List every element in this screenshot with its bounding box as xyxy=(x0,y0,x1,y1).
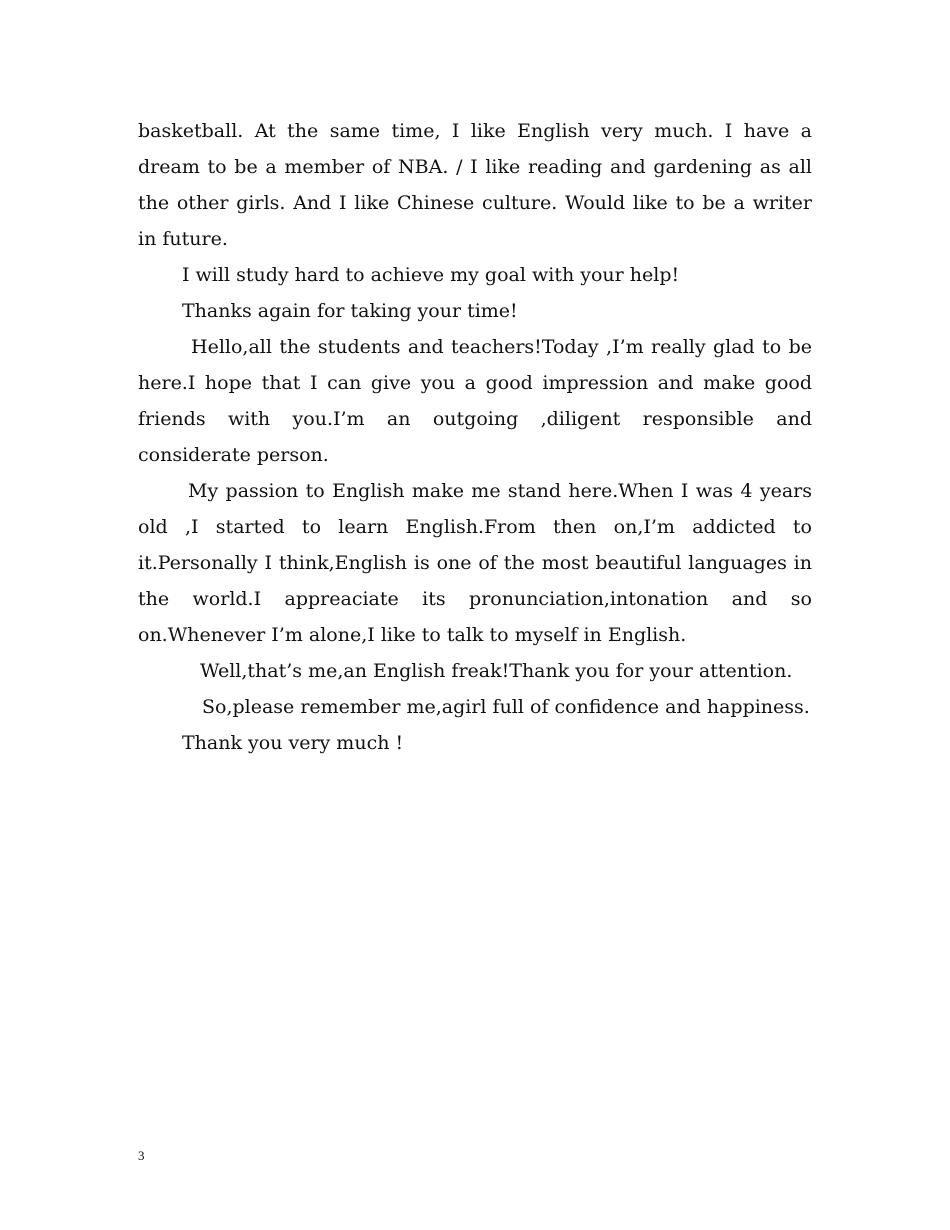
paragraph-study-goal: I will study hard to achieve my goal with your help! xyxy=(182,264,680,286)
body-text xyxy=(138,113,812,761)
paragraph-greeting: Hello,all the students and teachers!Today ,I’m really glad to be here.I hope that I can give you a good impression and make good friends with you.I’m an outgoing ,diligent responsible and considerate person. xyxy=(138,336,812,466)
paragraph-english-freak: Well,that’s me,an English freak!Thank you for your attention. xyxy=(200,660,793,682)
paragraph-interests: basketball. At the same time, I like English very much. I have a dream to be a member of NBA. / I like reading and gardening as all the other girls. And I like Chinese culture. Would like to be a writer in future. xyxy=(138,120,812,250)
page-number: 3 xyxy=(138,1148,145,1163)
paragraph-remember-me: So,please remember me,agirl full of confidence and happiness. xyxy=(202,696,810,718)
paragraph-passion: My passion to English make me stand here.When I was 4 years old ,I started to learn English.From then on,I’m addicted to it.Personally I think,English is one of the most beautiful languages in the world.I appreaciate its pronunciation,intonation and so on.Whenever I’m alone,I like to talk to myself in English. xyxy=(138,480,812,646)
paragraph-thanks-time: Thanks again for taking your time! xyxy=(182,300,518,322)
paragraph-closing-thanks: Thank you very much ! xyxy=(182,732,404,754)
